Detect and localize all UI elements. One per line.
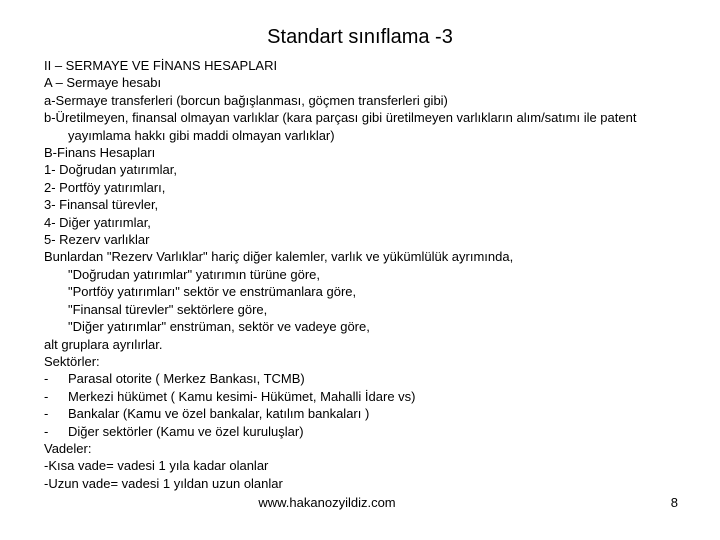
slide-body — [44, 57, 694, 492]
sector-item — [44, 423, 694, 440]
heading-finance-accounts: B-Finans Hesapları — [44, 145, 156, 161]
sector-item-label: Diğer sektörler (Kamu ve özel kuruluşlar) — [68, 423, 304, 439]
sector-item-label: Merkezi hükümet ( Kamu kesimi- Hükümet, Mahalli İdare vs) — [68, 388, 416, 404]
text-line-continuation: yayımlama hakkı gibi maddi olmayan varlıklar) — [68, 127, 335, 143]
sector-item — [44, 405, 694, 422]
bullet-dash: - — [44, 371, 49, 387]
list-item: 3- Finansal türevler, — [44, 197, 159, 213]
list-item: 5- Rezerv varlıklar — [44, 232, 150, 248]
text-line: Bunlardan "Rezerv Varlıklar" hariç diğer kalemler, varlık ve yükümlülük ayrımında, — [44, 249, 514, 265]
list-item: 2- Portföy yatırımları, — [44, 179, 166, 195]
text-line: alt gruplara ayrılırlar. — [44, 336, 163, 352]
text-line: a-Sermaye transferleri (borcun bağışlanması, göçmen transferleri gibi) — [44, 92, 448, 108]
heading-maturities: Vadeler: — [44, 440, 92, 456]
heading-capital-account: A – Sermaye hesabı — [44, 75, 162, 91]
list-item: 4- Diğer yatırımlar, — [44, 214, 151, 230]
footer-url: www.hakanozyildiz.com — [258, 495, 396, 510]
maturity-item: -Uzun vade= vadesi 1 yıldan uzun olanlar — [44, 475, 283, 491]
heading-sectors: Sektörler: — [44, 353, 100, 369]
bullet-dash: - — [44, 388, 49, 404]
sector-item-label: Bankalar (Kamu ve özel bankalar, katılım bankaları ) — [68, 406, 370, 422]
sector-item — [44, 370, 694, 387]
indented-item: "Portföy yatırımları" sektör ve enstrümanlara göre, — [68, 284, 357, 300]
maturity-item: -Kısa vade= vadesi 1 yıla kadar olanlar — [44, 458, 269, 474]
indented-item: "Diğer yatırımlar" enstrüman, sektör ve vadeye göre, — [68, 319, 370, 335]
bullet-dash: - — [44, 423, 49, 439]
slide-title: Standart sınıflama -3 — [267, 26, 453, 48]
sector-item-label: Parasal otorite ( Merkez Bankası, TCMB) — [68, 371, 305, 387]
indented-item: "Doğrudan yatırımlar" yatırımın türüne göre, — [68, 266, 321, 282]
bullet-dash: - — [44, 406, 49, 422]
heading-capital-finance: II – SERMAYE VE FİNANS HESAPLARI — [44, 58, 278, 73]
sector-item — [44, 388, 694, 405]
list-item: 1- Doğrudan yatırımlar, — [44, 162, 177, 178]
indented-item: "Finansal türevler" sektörlere göre, — [68, 301, 268, 317]
text-line: b-Üretilmeyen, finansal olmayan varlıklar (kara parçası gibi üretilmeyen varlıkların alım/satımı ile patent — [44, 110, 637, 126]
page-number: 8 — [670, 495, 678, 510]
